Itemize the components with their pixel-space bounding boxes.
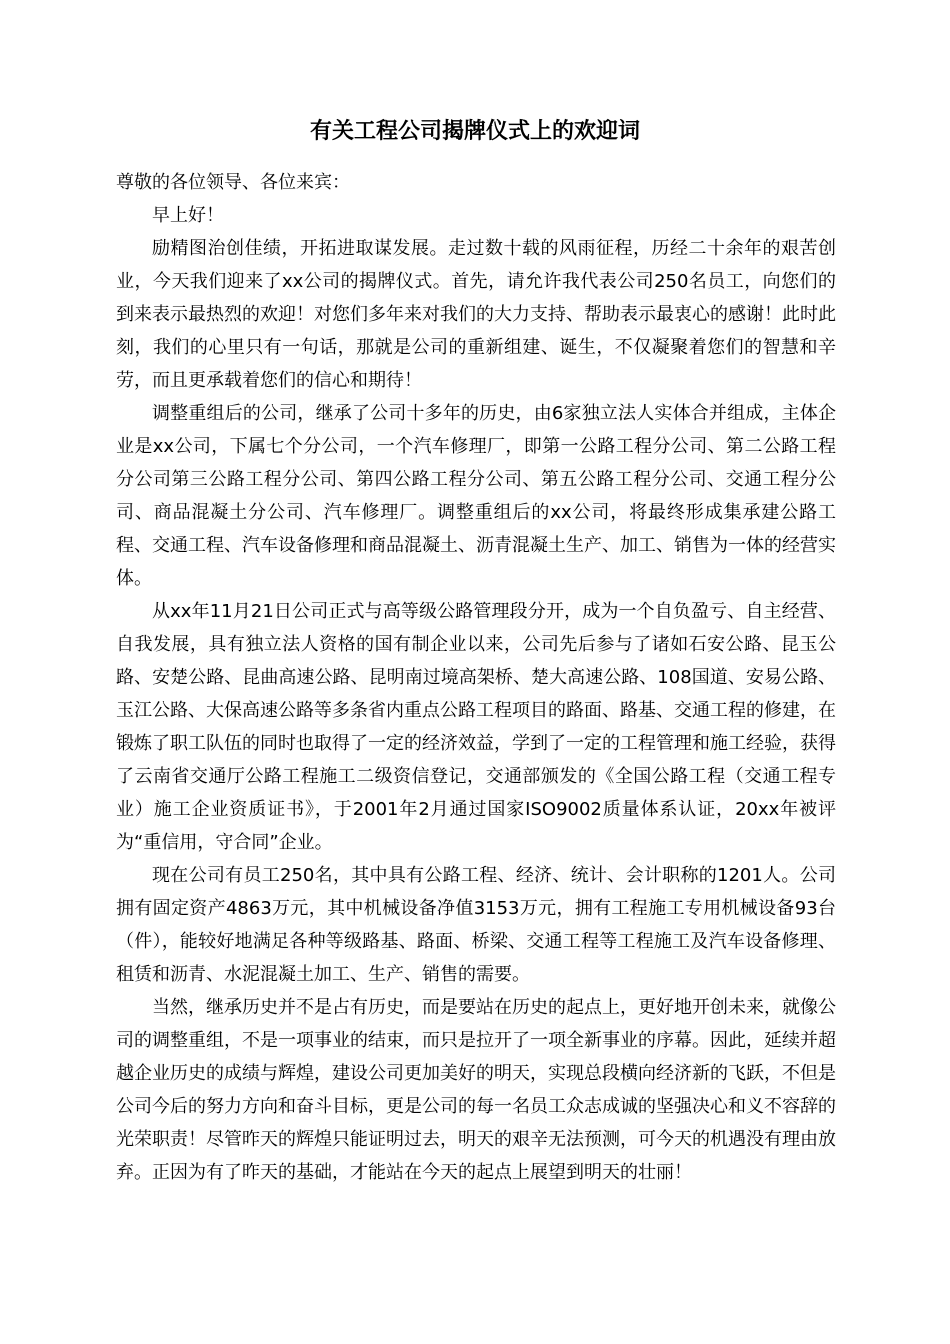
paragraph-1: 励精图治创佳绩，开拓进取谋发展。走过数十载的风雨征程，历经二十余年的艰苦创业，今天我们迎来了xx公司的揭牌仪式。首先，请允许我代表公司250名员工，向您们的到来表示最热烈的欢迎！对您们多年来对我们的大力支持、帮助表示最衷心的感谢！此时此刻，我们的心里只有一句话，那就是公司的重新组建、诞生，不仅凝聚着您们的智慧和辛劳，而且更承载着您们的信心和期待！ bbox=[116, 238, 836, 391]
paragraph-5: 当然，继承历史并不是占有历史，而是要站在历史的起点上，更好地开创未来，就像公司的调整重组，不是一项事业的结束，而只是拉开了一项全新事业的序幕。因此，延续并超越企业历史的成绩与辉煌，建设公司更加美好的明天，实现总段横向经济新的飞跃，不但是公司今后的努力方向和奋斗目标，更是公司的每一名员工众志成诚的坚强决心和义不容辞的光荣职责！尽管昨天的辉煌只能证明过去，明天的艰辛无法预测，可今天的机遇没有理由放弃。正因为有了昨天的基础，才能站在今天的起点上展望到明天的壮丽！ bbox=[116, 997, 836, 1183]
greeting: 早上好！ bbox=[152, 205, 224, 226]
paragraph-2: 调整重组后的公司，继承了公司十多年的历史，由6家独立法人实体合并组成，主体企业是xx公司，下属七个分公司，一个汽车修理厂，即第一公路工程分公司、第二公路工程分公司第三公路工程分公司、第四公路工程分公司、第五公路工程分公司、交通工程分公司、商品混凝土分公司、汽车修理厂。调整重组后的xx公司，将最终形成集承建公路工程、交通工程、汽车设备修理和商品混凝土、沥青混凝土生产、加工、销售为一体的经营实体。 bbox=[116, 403, 836, 589]
paragraph-3: 从xx年11月21日公司正式与高等级公路管理段分开，成为一个自负盈亏、自主经营、自我发展，具有独立法人资格的国有制企业以来，公司先后参与了诸如石安公路、昆玉公路、安楚公路、昆曲高速公路、昆明南过境高架桥、楚大高速公路、108国道、安易公路、玉江公路、大保高速公路等多条省内重点公路工程项目的路面、路基、交通工程的修建，在锻炼了职工队伍的同时也取得了一定的经济效益，学到了一定的工程管理和施工经验，获得了云南省交通厅公路工程施工二级资信登记，交通部颁发的《全国公路工程（交通工程专业）施工企业资质证书》，于2001年2月通过国家ISO9002质量体系认证，20xx年被评为“重信用，守合同”企业。 bbox=[116, 601, 836, 853]
salutation: 尊敬的各位领导、各位来宾： bbox=[116, 172, 350, 193]
paragraph-4: 现在公司有员工250名，其中具有公路工程、经济、统计、会计职称的1201人。公司拥有固定资产4863万元，其中机械设备净值3153万元，拥有工程施工专用机械设备93台（件），能较好地满足各种等级路基、路面、桥梁、交通工程等工程施工及汽车设备修理、租赁和沥青、水泥混凝土加工、生产、销售的需要。 bbox=[116, 865, 836, 985]
document-title: 有关工程公司揭牌仪式上的欢迎词 bbox=[309, 119, 640, 144]
document-body bbox=[116, 166, 836, 1189]
